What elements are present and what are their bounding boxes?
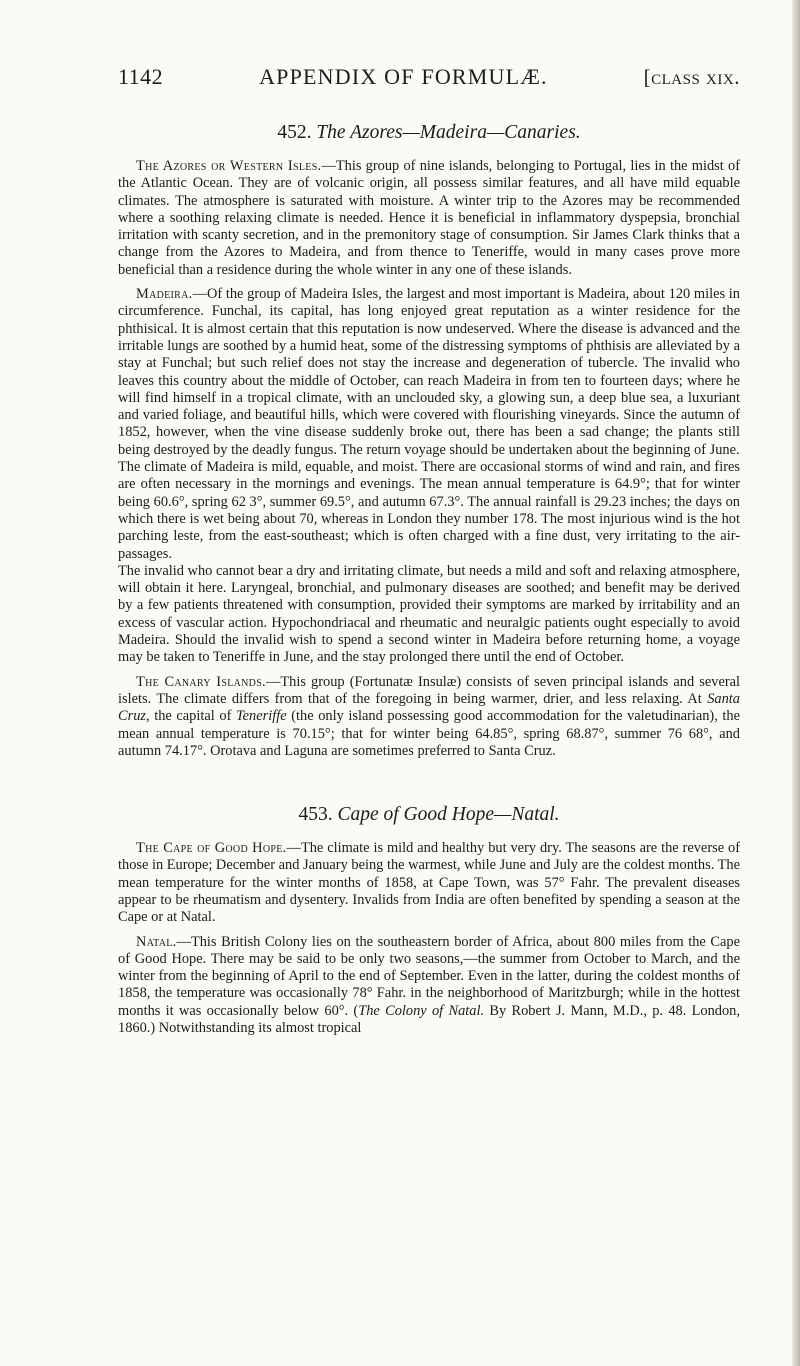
paragraph-text: —The climate is mild and healthy but very dry. The seasons are the reverse of those in Europe; December and January being the warmest, while June and July are the coldest months. The mean temperature for the winter months of 1858, at Cape Town, was 57° Fahr. The prevalent diseases appear to be rheumatism and dysentery. Invalids from India are often benefited by spending a season at the Cape or at Natal. (118, 840, 740, 926)
citation-title: The Colony of Natal. (358, 1002, 485, 1019)
section-title: The Azores—Madeira—Canaries. (316, 122, 581, 143)
paragraph-text: (the only island possessing good accommodation for the valetudinarian), the mean annual temperature is 70.15°; that for winter being 64.85°, spring 68.87°, summer 76 68°, and autumn 74.17°. Orotava and Laguna are sometimes preferred to Santa Cruz. (118, 708, 740, 759)
page-number: 1142 (118, 64, 164, 89)
section-spacer (118, 760, 740, 804)
paragraph-text: By Robert J. Mann, M.D., p. 48. London, 1860.) Notwithstanding its almost tropical (118, 1002, 740, 1037)
place-name: Teneriffe (235, 708, 287, 725)
section-heading-452 (118, 122, 740, 144)
page-edge-shadow (792, 0, 800, 1366)
paragraph-lead: The Azores or Western Isles. (136, 158, 322, 174)
class-label-text: class xix. (651, 65, 740, 89)
place-name: Santa Cruz (118, 690, 740, 725)
paragraph-text: —This group of nine islands, belonging to Portugal, lies in the midst of the Atlantic Ocean. They are of volcanic origin, all possess similar features, and all have mild equable climates. The atmosphere is saturated with moisture. A winter trip to the Azores may be recommended where a soothing relaxing climate is needed. Hence it is beneficial in inflammatory dyspepsia, bronchial irritation with scanty secretion, and in the premonitory stage of consumption. Sir James Clark thinks that a change from the Azores to Madeira, and from thence to Teneriffe, would in many cases prove more beneficial than a residence during the whole winter in any one of these islands. (118, 158, 740, 278)
paragraph-madeira-invalid: The invalid who cannot bear a dry and irritating climate, but needs a mild and soft and relaxing atmosphere, will obtain it here. Laryngeal, bronchial, and pulmonary diseases are soothed; and benefit may be derived by a few patients threatened with consumption, provided their symptoms are marked by irritability and an excess of vascular action. Hypochondriacal and rheumatic and neuralgic patients ought especially to avoid Madeira. Should the invalid wish to spend a second winter in Madeira before returning home, a voyage may be taken to Teneriffe in June, and the stay prolonged there until the end of October. (118, 562, 740, 666)
paragraph-cape (118, 840, 740, 926)
paragraph-canary (118, 674, 740, 760)
class-label (644, 65, 740, 90)
book-page (118, 64, 740, 1037)
paragraph-text: , the capital of (146, 708, 236, 725)
class-bracket: [ (643, 65, 652, 89)
paragraph-text: —This British Colony lies on the southeastern border of Africa, about 800 miles from the Cape of Good Hope. There may be said to be only two seasons,—the summer from October to March, and the winter from the beginning of April to the end of September. Even in the latter, during the coldest months of 1858, the temperature was occasionally 78° Fahr. in the neighborhood of Maritzburgh; while in the hottest months it was occasionally below 60°. ( (118, 933, 740, 1019)
paragraph-lead: The Canary Islands. (136, 673, 266, 690)
paragraph-lead: The Cape of Good Hope. (136, 840, 287, 857)
section-heading-453 (118, 804, 740, 826)
paragraph-madeira (118, 286, 740, 459)
running-header (118, 64, 740, 90)
paragraph-text: —This group (Fortunatæ Insulæ) consists of seven principal islands and several islets. The climate differs from that of the foregoing in being warmer, drier, and less relaxing. At (118, 673, 741, 707)
paragraph-text: —Of the group of Madeira Isles, the largest and most important is Madeira, about 120 miles in circumference. Funchal, its capital, has long enjoyed great reputation as a winter residence for the phthisical. It is almost certain that this reputation is now undeserved. Where the disease is advanced and the irritable lungs are soothed by a humid heat, some of the distressing symptoms of phthisis are alleviated by a stay at Funchal; but such relief does not stay the increase and degeneration of tubercle. The invalid who leaves this country about the middle of October, can reach Madeira in from ten to fourteen days; where he will find himself in a tropical climate, with an unclouded sky, a glowing sun, a deep blue sea, a luxuriant and varied foliage, and beautiful hills, which were covered with flourishing vineyards. Since the autumn of 1852, however, when the vine disease suddenly broke out, there has been a sad change; the plants still being destroyed by the deadly fungus. The return voyage should be undertaken about the beginning of June. (118, 286, 740, 458)
paragraph-azores (118, 158, 740, 279)
paragraph-lead: Natal. (136, 933, 177, 950)
section-number: 453. (298, 804, 333, 826)
paragraph-natal (118, 934, 740, 1038)
section-title: Cape of Good Hope—Natal. (337, 804, 560, 826)
running-title: APPENDIX OF FORMULÆ. (259, 64, 548, 89)
paragraph-madeira-climate: The climate of Madeira is mild, equable, and moist. There are occasional storms of wind and rain, and fires are often necessary in the mornings and evenings. The mean annual temperature is 64.9°; that for winter being 60.6°, spring 62 3°, summer 69.5°, and autumn 67.3°. The annual rainfall is 29.23 inches; the days on which there is wet being about 70, whereas in London they number 178. The most injurious wind is the hot parching leste, from the east-southeast; which is often charged with a fine dust, very irritating to the air-passages. (118, 459, 740, 562)
section-number: 452. (277, 122, 312, 143)
paragraph-lead: Madeira. (136, 286, 193, 303)
